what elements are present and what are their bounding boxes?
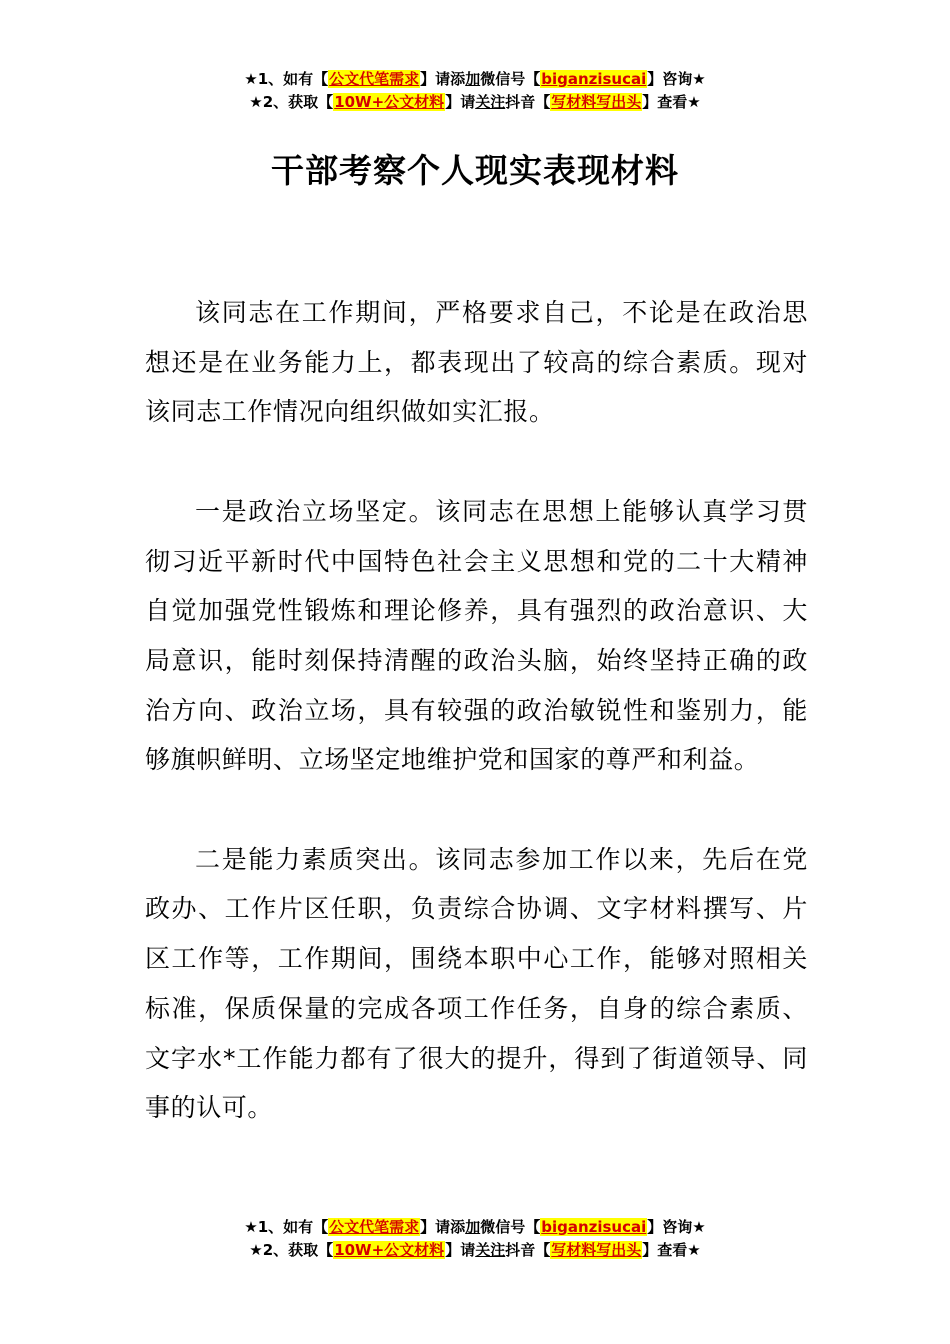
- promo-text: 加: [465, 1218, 481, 1236]
- promo-highlight-service[interactable]: 公文代笔需求: [329, 70, 420, 88]
- promo-line-2: [0, 91, 950, 114]
- promo-text: 】咨询★: [647, 70, 706, 88]
- promo-text: 】查看★: [642, 93, 701, 111]
- promo-highlight-materials[interactable]: 10W+公文材料: [334, 93, 445, 111]
- promo-text: 】咨询★: [647, 1218, 706, 1236]
- document-body: [145, 288, 808, 1133]
- promo-text: 】请添: [420, 1218, 466, 1236]
- document-title: 干部考察个人现实表现材料: [271, 151, 679, 190]
- promo-text: ★1、如有【: [244, 70, 329, 88]
- promo-footer: [0, 1216, 950, 1262]
- paragraph-political-stance: 一是政治立场坚定。该同志在思想上能够认真学习贯彻习近平新时代中国特色社会主义思想和党的二十大精神自觉加强党性锻炼和理论修养，具有强烈的政治意识、大局意识，能时刻保持清醒的政治头脑，始终坚持正确的政治方向、政治立场，具有较强的政治敏锐性和鉴别力，能够旗帜鲜明、立场坚定地维护党和国家的尊严和利益。: [145, 496, 808, 775]
- promo-line-2: [0, 1239, 950, 1262]
- paragraph-ability: 二是能力素质突出。该同志参加工作以来，先后在党政办、工作片区任职，负责综合协调、文字材料撰写、片区工作等，工作期间，围绕本职中心工作，能够对照相关标准，保质保量的完成各项工作任务，自身的综合素质、文字水*工作能力都有了很大的提升，得到了街道领导、同事的认可。: [145, 844, 808, 1123]
- promo-text: 微信号【: [480, 70, 541, 88]
- promo-text: ★1、如有【: [244, 1218, 329, 1236]
- promo-highlight-materials[interactable]: 10W+公文材料: [334, 1241, 445, 1259]
- promo-highlight-service[interactable]: 公文代笔需求: [329, 1218, 420, 1236]
- promo-line-1: [0, 1216, 950, 1239]
- promo-text: 抖音【: [505, 93, 551, 111]
- promo-text: 微信号【: [480, 1218, 541, 1236]
- promo-text: 抖音【: [505, 1241, 551, 1259]
- promo-highlight-wechat[interactable]: biganzisucai: [541, 70, 647, 88]
- promo-text: ★2、获取【: [249, 1241, 334, 1259]
- promo-text: 】请: [445, 93, 476, 111]
- promo-text: 关注: [475, 93, 506, 111]
- promo-text: ★2、获取【: [249, 93, 334, 111]
- promo-highlight-wechat[interactable]: biganzisucai: [541, 1218, 647, 1236]
- promo-header: [0, 68, 950, 114]
- promo-text: 】请添: [420, 70, 466, 88]
- promo-text: 】请: [445, 1241, 476, 1259]
- promo-highlight-douyin[interactable]: 写材料写出头: [551, 93, 642, 111]
- paragraph-intro: 该同志在工作期间，严格要求自己，不论是在政治思想还是在业务能力上，都表现出了较高的综合素质。现对该同志工作情况向组织做如实汇报。: [145, 298, 808, 427]
- promo-text: 关注: [475, 1241, 506, 1259]
- promo-text: 加: [465, 70, 481, 88]
- promo-line-1: [0, 68, 950, 91]
- promo-text: 】查看★: [642, 1241, 701, 1259]
- promo-highlight-douyin[interactable]: 写材料写出头: [551, 1241, 642, 1259]
